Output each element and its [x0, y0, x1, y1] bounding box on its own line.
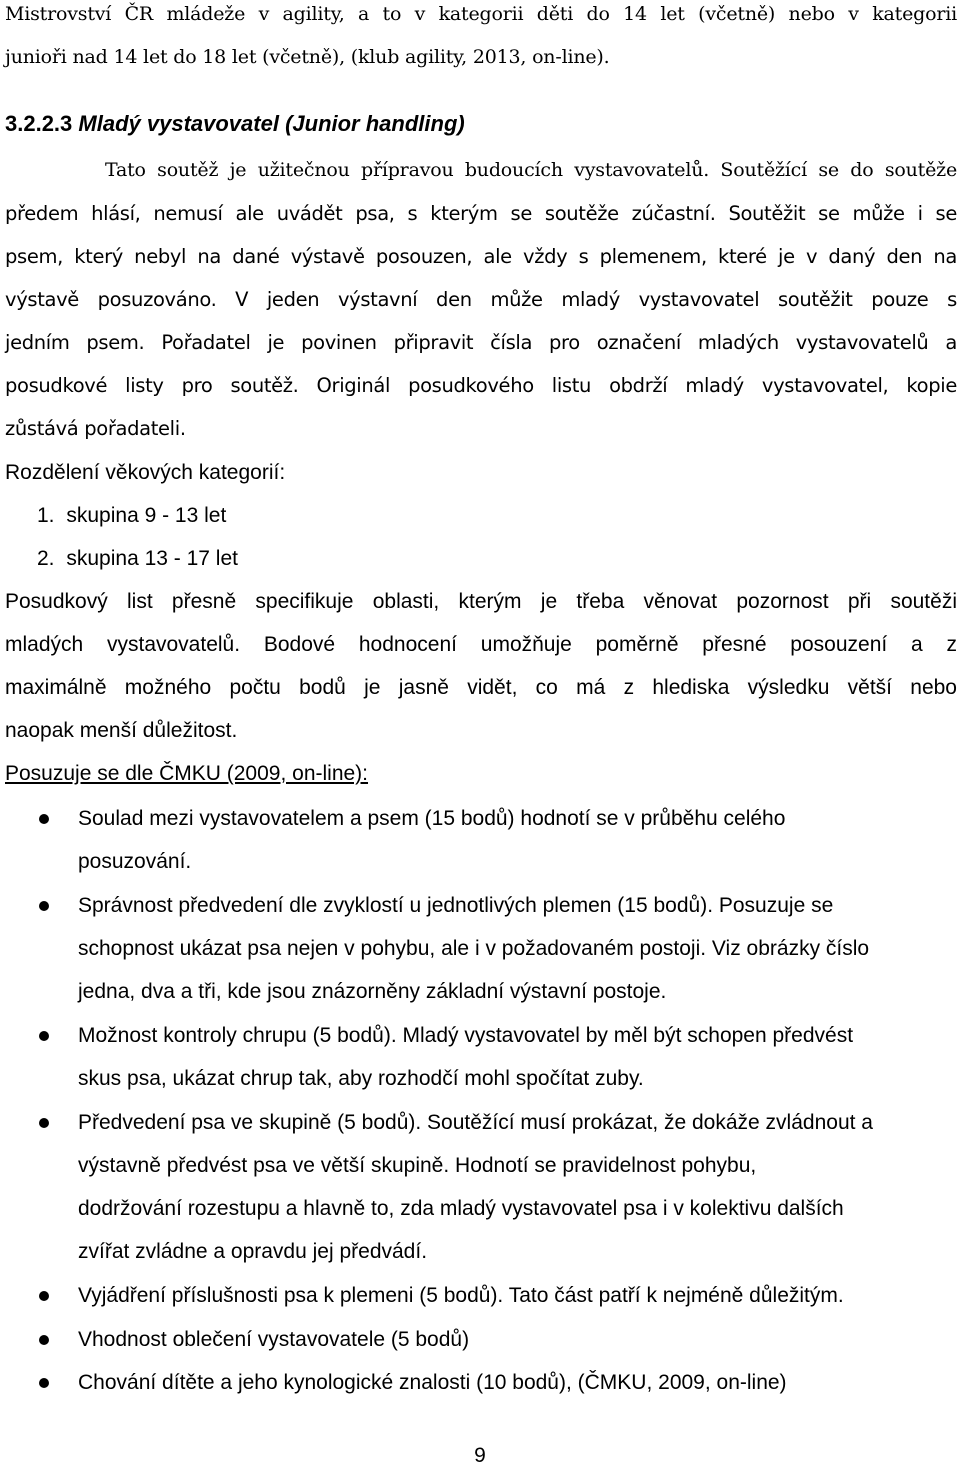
paragraph-2-line-3: maximálně možného počtu bodů je jasně vidět, co má z hlediska výsledku větší nebo: [5, 676, 957, 699]
criteria-1-line-1: Soulad mezi vystavovatelem a psem (15 bodů) hodnotí se v průběhu celého: [78, 807, 786, 830]
section-heading: [5, 111, 465, 137]
document-page: [5, 0, 957, 1469]
bullet-icon: [39, 901, 49, 911]
bullet-icon: [39, 814, 49, 824]
paragraph-1-line-1: Tato soutěž je užitečnou přípravou budoucích vystavovatelů. Soutěžící se do soutěže: [105, 159, 957, 181]
paragraph-1-line-3: psem, který nebyl na dané výstavě posouzen, ale vždy s plemenem, které je v daný den na: [5, 245, 957, 268]
age-categories-title: Rozdělení věkových kategorií:: [5, 461, 286, 484]
paragraph-1-line-4: výstavě posuzováno. V jeden výstavní den může mladý vystavovatel soutěžit pouze s: [5, 288, 957, 311]
paragraph-2-line-4: naopak menší důležitost.: [5, 719, 238, 742]
criteria-5-line-1: Vyjádření příslušnosti psa k plemeni (5 bodů). Tato část patří k nejméně důležitým.: [78, 1284, 844, 1307]
paragraph-1-line-7: zůstává pořadateli.: [5, 417, 186, 440]
criteria-3-line-1: Možnost kontroly chrupu (5 bodů). Mladý vystavovatel by měl být schopen předvést: [78, 1024, 854, 1047]
paragraph-1-line-6: posudkové listy pro soutěž. Originál posudkového listu obdrží mladý vystavovatel, kopie: [5, 374, 957, 397]
criteria-4-line-1: Předvedení psa ve skupině (5 bodů). Soutěžící musí prokázat, že dokáže zvládnout a: [78, 1111, 873, 1134]
criteria-4-line-3: dodržování rozestupu a hlavně to, zda mladý vystavovatel psa i v kolektivu dalších: [78, 1197, 844, 1220]
age-category-number: 1.: [37, 504, 55, 527]
bullet-icon: [39, 1118, 49, 1128]
bullet-icon: [39, 1291, 49, 1301]
criteria-title: Posuzuje se dle ČMKU (2009, on-line):: [5, 762, 369, 785]
paragraph-2-line-1: Posudkový list přesně specifikuje oblasti, kterým je třeba věnovat pozornost při soutěži: [5, 590, 957, 613]
criteria-2-line-1: Správnost předvedení dle zvyklostí u jednotlivých plemen (15 bodů). Posuzuje se: [78, 894, 834, 917]
bullet-icon: [39, 1378, 49, 1388]
criteria-4-line-2: výstavně předvést psa ve větší skupině. Hodnotí se pravidelnost pohybu,: [78, 1154, 757, 1177]
bullet-icon: [39, 1031, 49, 1041]
age-category-item: [37, 505, 226, 526]
criteria-3-line-2: skus psa, ukázat chrup tak, aby rozhodčí mohl spočítat zuby.: [78, 1067, 644, 1090]
criteria-6-line-1: Vhodnost oblečení vystavovatele (5 bodů): [78, 1328, 470, 1351]
section-title: Mladý vystavovatel (Junior handling): [78, 111, 465, 136]
section-number: 3.2.2.3: [5, 111, 73, 136]
page-number: 9: [474, 1444, 486, 1467]
bullet-icon: [39, 1335, 49, 1345]
paragraph-1-line-2: předem hlásí, nemusí ale uvádět psa, s kterým se soutěže zúčastní. Soutěžit se může i se: [5, 202, 957, 225]
paragraph-2-line-2: mladých vystavovatelů. Bodové hodnocení umožňuje poměrně přesné posouzení a z: [5, 633, 957, 656]
age-category-text: skupina 9 - 13 let: [66, 504, 227, 527]
criteria-4-line-4: zvířat zvládne a opravdu jej předvádí.: [78, 1240, 428, 1263]
criteria-2-line-2: schopnost ukázat psa nejen v pohybu, ale i v požadovaném postoji. Viz obrázky číslo: [78, 937, 870, 960]
age-category-item: [37, 548, 238, 569]
intro-line-1: Mistrovství ČR mládeže v agility, a to v kategorii děti do 14 let (včetně) nebo v kategorii: [5, 3, 957, 25]
age-category-text: skupina 13 - 17 let: [66, 547, 238, 570]
criteria-1-line-2: posuzování.: [78, 850, 192, 873]
intro-line-2: junioři nad 14 let do 18 let (včetně), (klub agility, 2013, on-line).: [5, 46, 610, 68]
paragraph-1-line-5: jedním psem. Pořadatel je povinen připravit čísla pro označení mladých vystavovatelů a: [5, 331, 957, 354]
criteria-7-line-1: Chování dítěte a jeho kynologické znalosti (10 bodů), (ČMKU, 2009, on-line): [78, 1371, 787, 1394]
criteria-2-line-3: jedna, dva a tři, kde jsou znázorněny základní výstavní postoje.: [78, 980, 667, 1003]
age-category-number: 2.: [37, 547, 55, 570]
